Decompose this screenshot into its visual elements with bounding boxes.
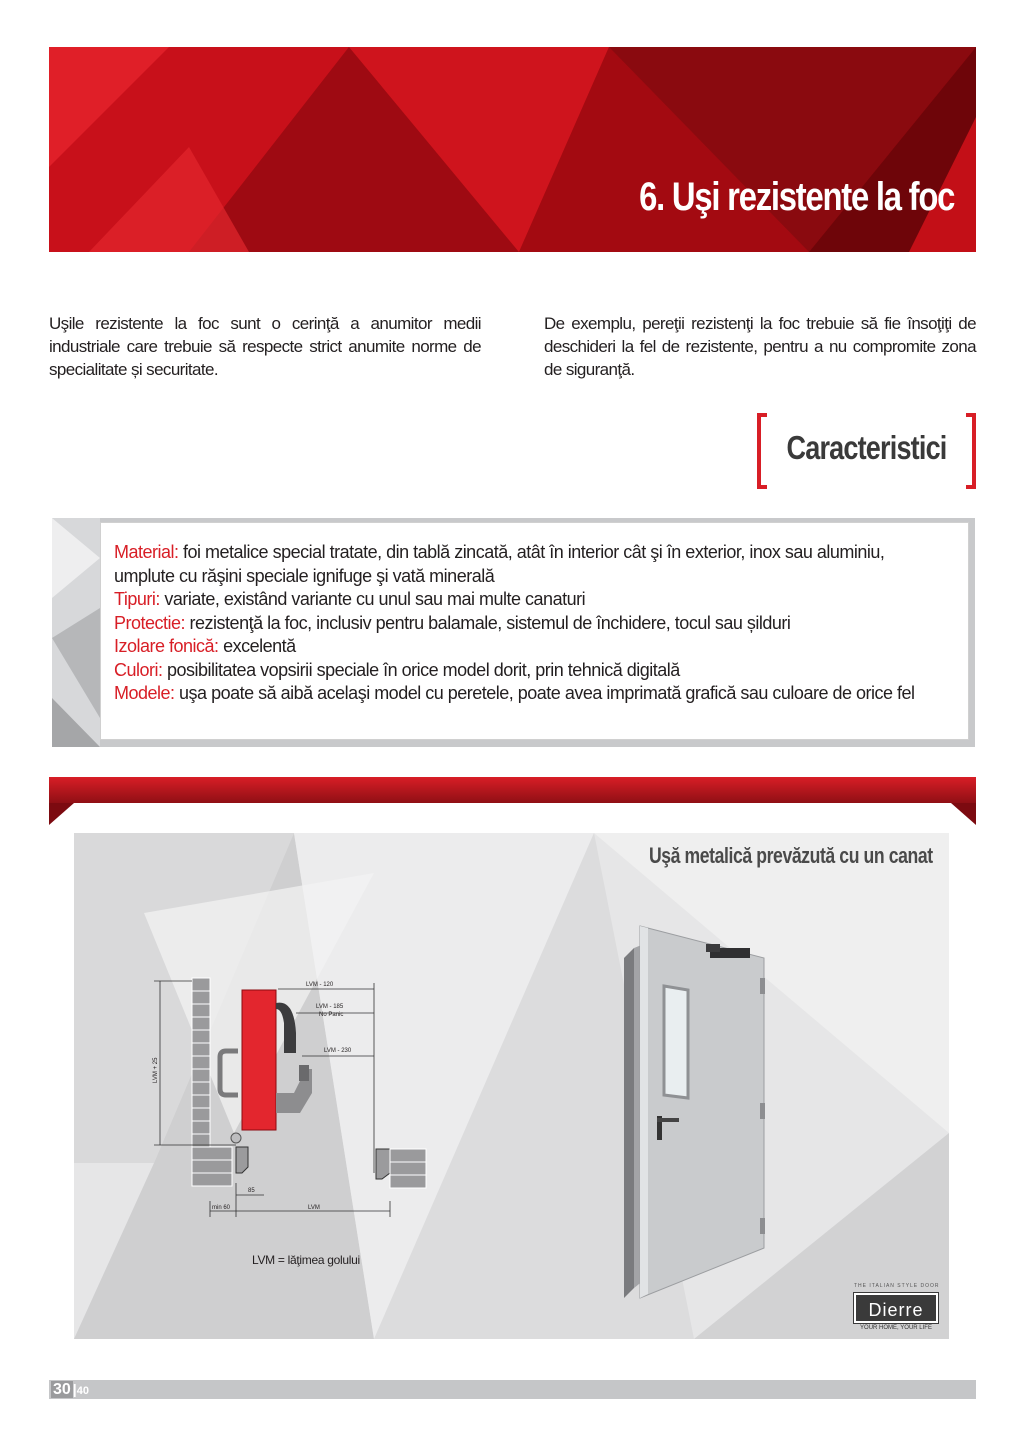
characteristic-text: rezistenţă la foc, inclusiv pentru balamale, sistemul de închidere, tocul sau șilduri (185, 612, 791, 633)
right-bracket-decoration (966, 413, 976, 489)
ribbon-fold-right (951, 803, 976, 825)
right-wall (390, 1149, 426, 1188)
characteristic-label: Izolare fonică: (114, 636, 219, 656)
characteristic-types (114, 588, 964, 612)
banner-background (49, 47, 976, 252)
characteristic-label: Modele: (114, 683, 175, 703)
door-section-diagram (144, 973, 444, 1233)
dim-no-panic: No Panic (319, 1012, 344, 1018)
ribbon-fold-left (49, 803, 74, 825)
characteristic-text: excelentă (218, 636, 296, 656)
characteristic-protection (114, 612, 964, 636)
characteristic-label: Tipuri: (114, 589, 160, 609)
illustration-title: Uşă metalică prevăzută cu un canat (649, 843, 933, 868)
characteristic-models (114, 682, 964, 706)
characteristic-text: foi metalice special tratate, din tablă zincată, atât în interior cât şi în exterior, inox sau aluminiu, (178, 542, 885, 562)
left-bracket-decoration (757, 413, 767, 489)
characteristic-text: uşa poate să aibă acelaşi model cu peretele, poate avea imprimată grafică sau culoare de orice fel (174, 683, 915, 703)
total-pages: 40 (76, 1385, 89, 1397)
illustration-panel (74, 833, 949, 1339)
dim-min-60: min 60 (212, 1205, 231, 1211)
left-wall (192, 978, 232, 1186)
characteristic-material-cont (114, 565, 964, 589)
header-banner (49, 47, 976, 252)
brand-slogan: YOUR HOME, YOUR LIFE (860, 1325, 932, 1331)
lvm-legend: LVM = lăţimea golului (252, 1253, 360, 1267)
characteristic-text: umplute cu răşini speciale ignifuge şi vată minerală (114, 565, 495, 586)
page-number (51, 1381, 89, 1398)
footer-bar (49, 1380, 976, 1399)
characteristic-label: Culori: (114, 659, 163, 680)
page-title: 6. Uşi rezistente la foc (638, 175, 954, 219)
brand-tagline: THE ITALIAN STYLE DOOR (854, 1283, 940, 1289)
page-separator: | (72, 1381, 77, 1397)
intro-paragraph-right: De exemplu, pereţii rezistenţi la foc trebuie să fie însoţiţi de deschideri la fel de rezistente, pentru a nu compromite zona de siguranţă. (544, 314, 976, 379)
red-ribbon (49, 777, 976, 803)
dim-lvm-120: LVM - 120 (306, 982, 334, 988)
characteristics-list (114, 541, 964, 706)
characteristics-heading (757, 413, 976, 489)
brand-name: Dierre (854, 1293, 938, 1323)
intro-paragraph-left: Uşile rezistente la foc sunt o cerinţă a anumitor medii industriale care trebuie să respecte strict anumite norme de specialitate și securitate. (49, 314, 481, 379)
metal-door-image (604, 918, 774, 1308)
dim-lvm-185: LVM - 185 (316, 1004, 344, 1010)
dim-lvm: LVM (308, 1205, 320, 1211)
characteristic-text: variate, existând variante cu unul sau mai multe canaturi (159, 589, 586, 609)
dim-85: 85 (248, 1188, 255, 1194)
characteristic-sound-insulation (114, 635, 964, 659)
characteristic-colors (114, 659, 964, 683)
dim-lvm-plus-25: LVM + 25 (153, 1057, 159, 1083)
characteristic-label: Protectie: (114, 612, 186, 633)
current-page: 30 (53, 1381, 71, 1398)
dierre-logo (854, 1283, 938, 1331)
characteristic-text: posibilitatea vopsirii speciale în orice model dorit, prin tehnică digitală (162, 659, 680, 680)
characteristics-title: Caracteristici (786, 429, 947, 466)
dim-lvm-230: LVM - 230 (324, 1048, 352, 1054)
characteristic-label: Material: (114, 542, 179, 562)
characteristic-material (114, 541, 964, 565)
